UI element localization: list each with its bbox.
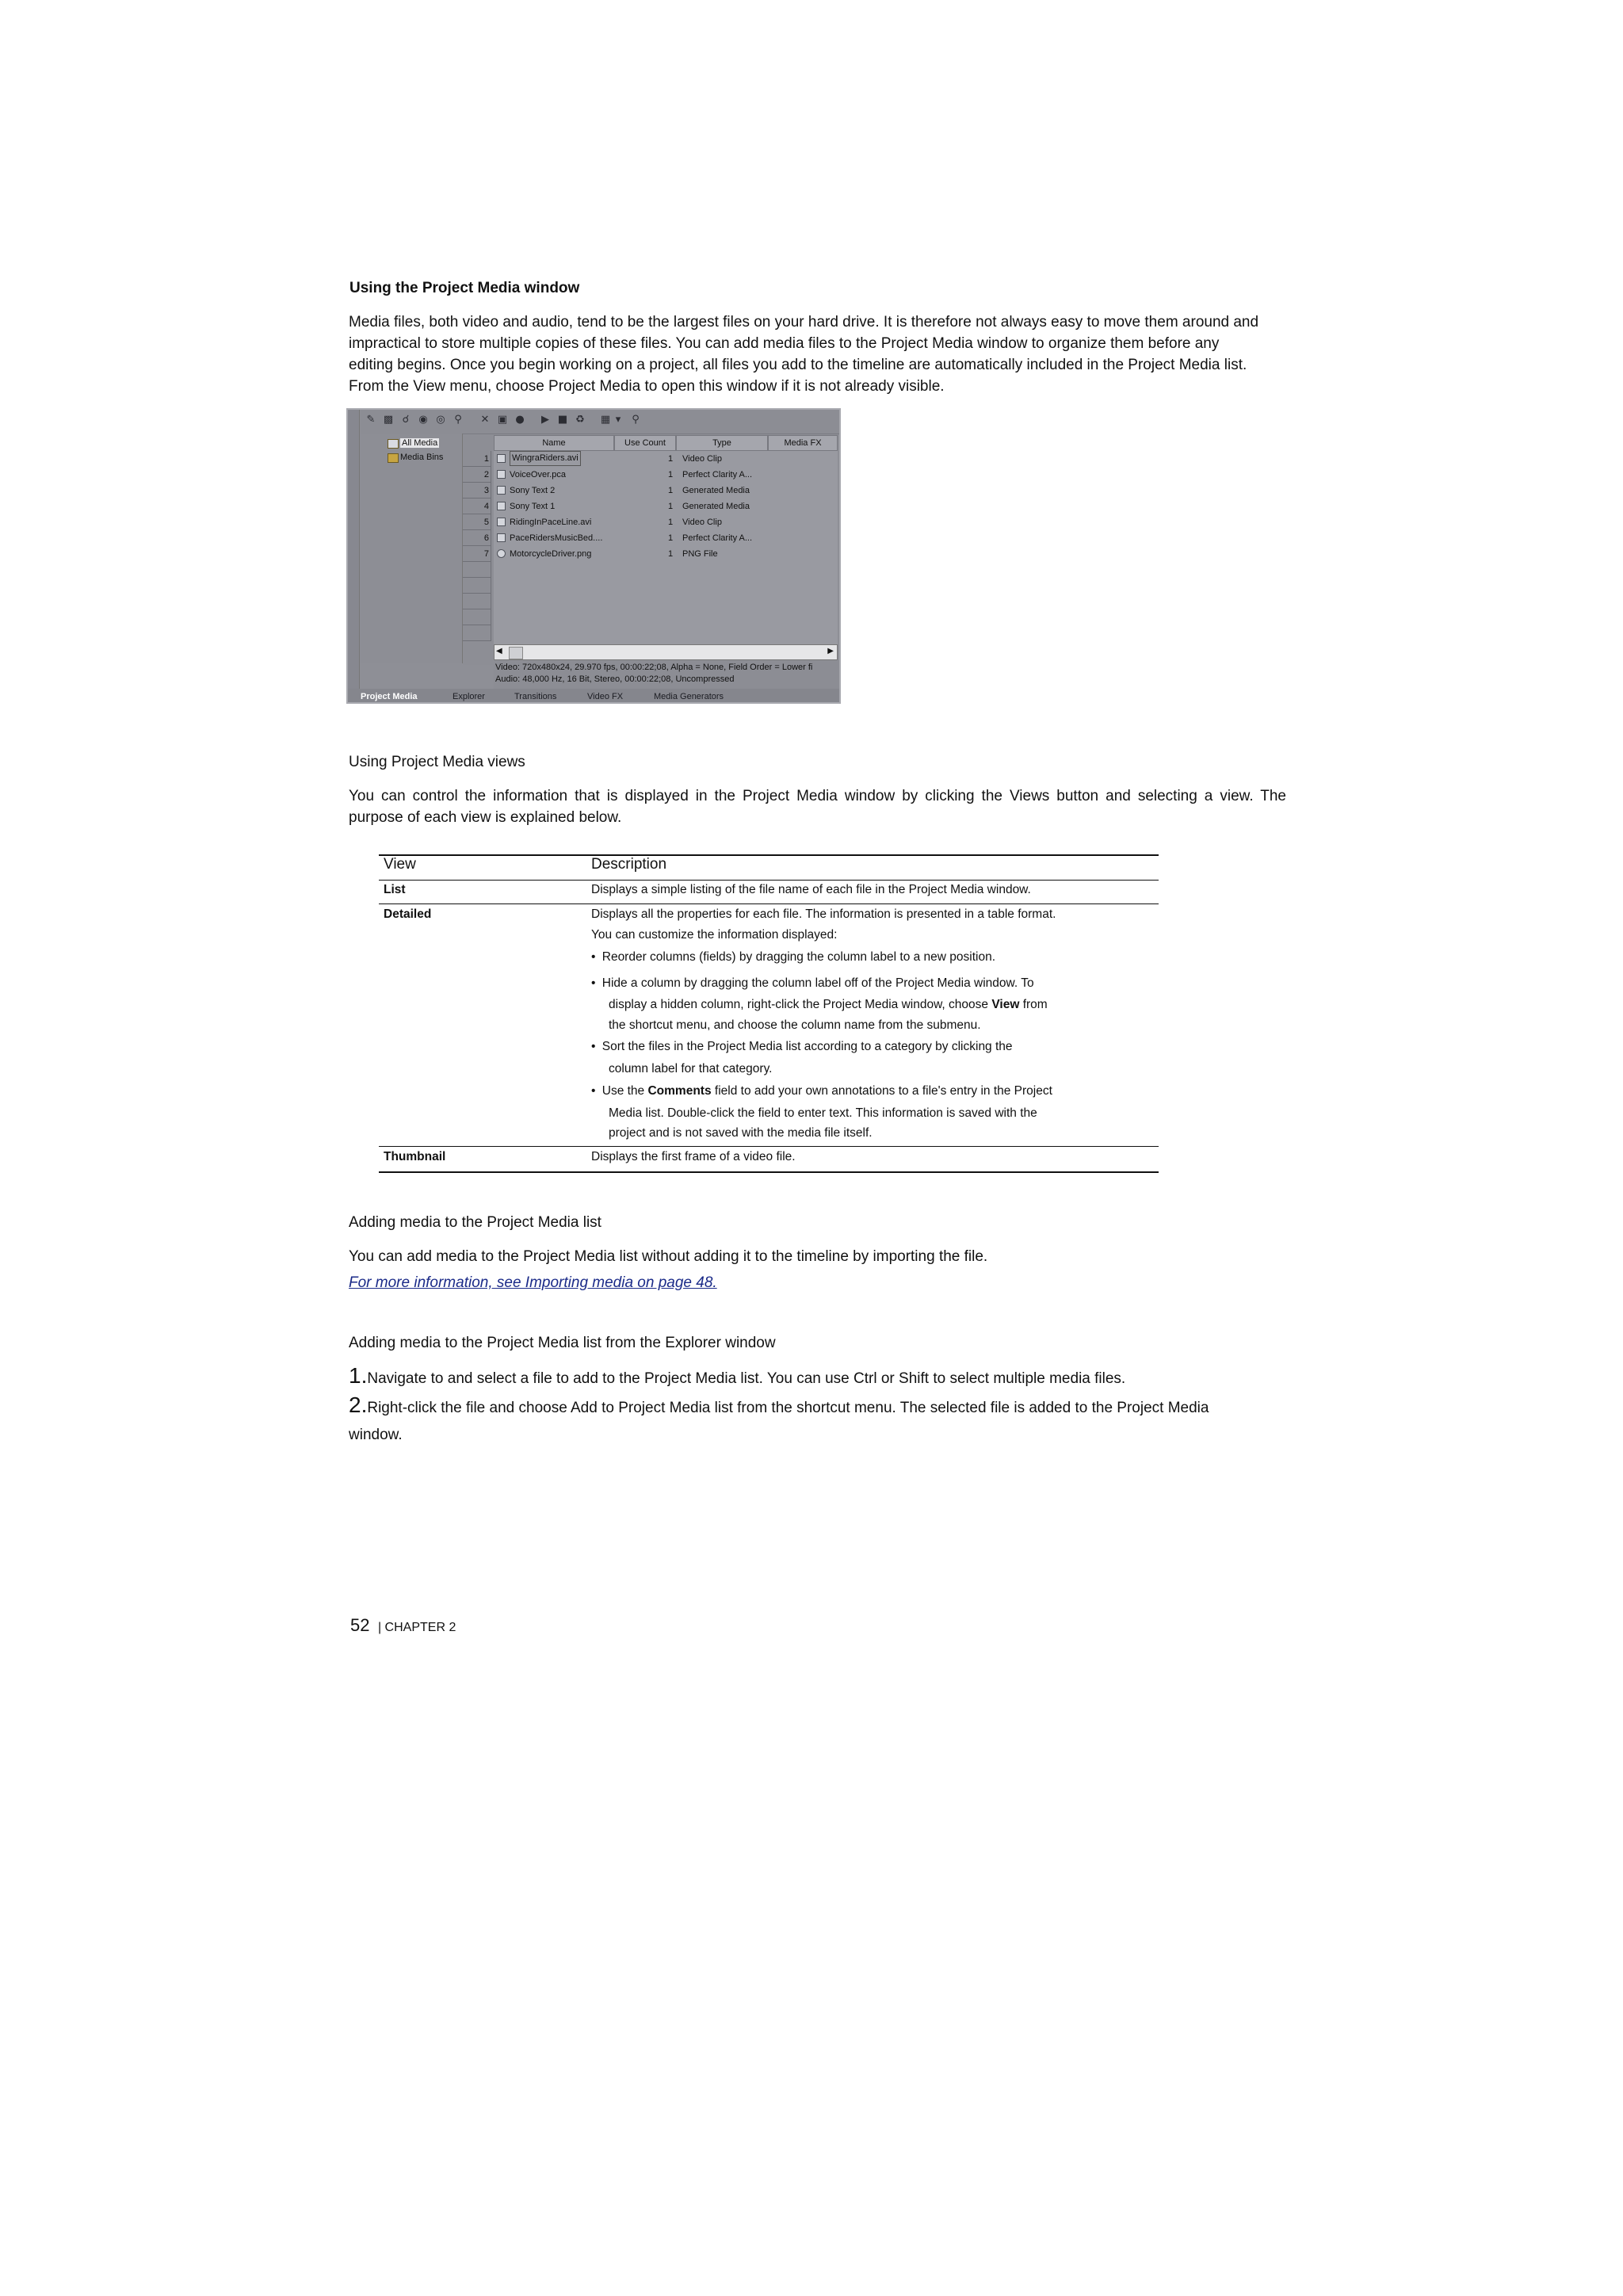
section-title: Using the Project Media window: [349, 280, 580, 296]
bullet-text-part: display a hidden column, right-click the Project Media window, choose: [609, 998, 992, 1011]
bullet-text: Hide a column by dragging the column label off of the Project Media window. To: [601, 976, 1034, 990]
audio-file-icon: [497, 533, 506, 542]
column-header-use-count: Use Count: [614, 435, 676, 451]
bullet-text: Reorder columns (fields) by dragging the column label to a new position.: [601, 950, 996, 964]
table-rule-top: [379, 854, 1159, 856]
bullet-marker: •: [591, 976, 596, 990]
bullet-text-bold: Comments: [647, 1084, 712, 1098]
bullet-sort-line-2: column label for that category.: [609, 1062, 773, 1075]
importing-media-link[interactable]: For more information, see Importing media on page 48.: [349, 1274, 717, 1291]
intro-paragraph: [349, 311, 1300, 397]
media-properties-icon: ▣: [497, 414, 508, 426]
media-name: RidingInPaceLine.avi: [510, 518, 592, 527]
row-number: [463, 625, 491, 641]
tab-video-fx: Video FX: [587, 692, 624, 701]
row-number: [463, 578, 491, 594]
bullet-text-part: field to add your own annotations to a file's entry in the Project: [711, 1084, 1052, 1098]
bullet-hide: [591, 972, 1034, 994]
media-bins-folder-icon: [388, 453, 399, 463]
row-number: 1: [463, 451, 491, 467]
media-list-grid: [494, 435, 838, 665]
media-type: Video Clip: [682, 454, 722, 464]
media-use-count: 1: [668, 518, 674, 527]
stop-icon: ■: [557, 414, 568, 426]
project-media-window-screenshot: [346, 408, 841, 704]
views-dropdown-icon: ▾: [615, 414, 621, 426]
media-use-count: 1: [668, 533, 674, 543]
audio-file-icon: [497, 470, 506, 479]
search-media-icon: ⚲: [454, 414, 462, 426]
chapter-label: | CHAPTER 2: [377, 1621, 456, 1634]
row-number: 2: [463, 467, 491, 483]
media-use-count: 1: [668, 502, 674, 511]
media-type: Video Clip: [682, 518, 722, 527]
table-header-description: Description: [591, 856, 667, 873]
bullet-reorder: [591, 946, 995, 968]
extract-audio-icon: ◉: [418, 414, 428, 426]
status-video: Video: 720x480x24, 29.970 fps, 00:00:22;08, Alpha = None, Field Order = Lower fi: [495, 663, 813, 672]
tab-explorer: Explorer: [453, 692, 485, 701]
page-number: 52: [350, 1615, 370, 1635]
media-name: PaceRidersMusicBed....: [510, 533, 603, 543]
step-2-continued: window.: [349, 1427, 403, 1443]
video-file-icon: [497, 518, 506, 526]
docking-handle: [348, 410, 360, 691]
media-name: VoiceOver.pca: [510, 470, 566, 479]
project-media-toolbar: [361, 410, 839, 434]
get-media-web-icon: ☌: [402, 414, 410, 426]
generated-media-icon: [497, 486, 506, 495]
bullet-comments-line-2: Media list. Double-click the field to enter text. This information is saved with the: [609, 1106, 1037, 1120]
bullet-text-part: Use the: [601, 1084, 648, 1098]
tree-item-media-bins: Media Bins: [400, 453, 444, 462]
views-paragraph: [349, 785, 1286, 828]
bullet-marker: •: [591, 1040, 596, 1053]
media-type: Generated Media: [682, 486, 750, 495]
bullet-hide-line-2: [609, 994, 1048, 1015]
media-type: PNG File: [682, 549, 718, 559]
views-line-1: You can control the information that is displayed in the Project Media window by clicking the Views button and selecting a view. The: [349, 788, 1286, 804]
media-name: Sony Text 1: [510, 502, 556, 511]
step-1: [349, 1365, 1125, 1389]
bullet-text-bold: View: [991, 998, 1020, 1011]
view-detailed-desc-2: You can customize the information displayed:: [591, 928, 838, 942]
bullet-comments-line-3: project and is not saved with the media file itself.: [609, 1126, 873, 1140]
views-icon: ▦: [600, 414, 611, 426]
adding-paragraph: You can add media to the Project Media list without adding it to the timeline by importing the file.: [349, 1248, 988, 1265]
auto-preview-icon: ♻: [575, 414, 585, 426]
row-number: 4: [463, 499, 491, 514]
media-type: Perfect Clarity A...: [682, 470, 753, 479]
tab-media-generators: Media Generators: [654, 692, 724, 701]
step-2: [349, 1394, 1209, 1419]
image-file-icon: [497, 549, 506, 558]
media-name: Sony Text 2: [510, 486, 556, 495]
views-line-2: purpose of each view is explained below.: [349, 809, 622, 826]
media-type: Perfect Clarity A...: [682, 533, 753, 543]
row-numbers: [463, 435, 493, 665]
tree-item-all-media: All Media: [402, 438, 438, 448]
row-number: 7: [463, 546, 491, 562]
row-number: 3: [463, 483, 491, 499]
media-use-count: 1: [668, 470, 674, 479]
step-text: Right-click the file and choose Add to Project Media list from the shortcut menu. The selected file is added to the Project Media: [367, 1400, 1209, 1416]
column-header-media-fx: Media FX: [768, 435, 838, 451]
bullet-marker: •: [591, 1084, 596, 1098]
tab-transitions: Transitions: [514, 692, 557, 701]
bullet-comments: [591, 1080, 1052, 1102]
media-status-info: [494, 660, 841, 689]
delete-icon: ✕: [480, 414, 490, 426]
view-thumbnail-label: Thumbnail: [384, 1150, 446, 1163]
media-bins-tree: [361, 434, 463, 663]
column-header-type: Type: [676, 435, 768, 451]
bullet-text: Sort the files in the Project Media list according to a category by clicking the: [601, 1040, 1013, 1053]
media-name: MotorcycleDriver.png: [510, 549, 592, 559]
row-number: 6: [463, 530, 491, 546]
explorer-heading: Adding media to the Project Media list from the Explorer window: [349, 1335, 776, 1351]
row-number: [463, 594, 491, 609]
media-type: Generated Media: [682, 502, 750, 511]
bullet-hide-line-3: the shortcut menu, and choose the column name from the submenu.: [609, 1018, 981, 1032]
status-audio: Audio: 48,000 Hz, 16 Bit, Stereo, 00:00:22;08, Uncompressed: [495, 674, 735, 684]
capture-video-icon: ▩: [383, 414, 394, 426]
window-tabs: [348, 689, 841, 704]
step-number: 2.: [349, 1392, 368, 1417]
scroll-thumb: [509, 647, 523, 659]
import-media-icon: ✎: [366, 414, 376, 426]
page-footer: [350, 1615, 456, 1636]
bullet-text-part: from: [1019, 998, 1048, 1011]
column-header-name: Name: [494, 435, 614, 451]
media-use-count: 1: [668, 549, 674, 559]
media-use-count: 1: [668, 486, 674, 495]
scroll-right-icon: ▶: [827, 647, 834, 655]
row-number: 5: [463, 514, 491, 530]
video-file-icon: [497, 454, 506, 463]
adding-heading: Adding media to the Project Media list: [349, 1214, 601, 1231]
media-use-count: 1: [668, 454, 674, 464]
intro-line-4: From the View menu, choose Project Media to open this window if it is not already visible.: [349, 378, 945, 395]
tab-project-media: Project Media: [361, 692, 418, 701]
burn-cd-icon: ◎: [436, 414, 445, 426]
step-text: Navigate to and select a file to add to the Project Media list. You can use Ctrl or Shift to select multiple media files.: [367, 1370, 1126, 1387]
all-media-icon: [388, 439, 399, 449]
row-number: [463, 609, 491, 625]
view-detailed-label: Detailed: [384, 907, 432, 921]
view-thumbnail-desc: Displays the first frame of a video file.: [591, 1150, 796, 1163]
table-rule-bottom: [379, 1171, 1159, 1173]
view-detailed-desc-1: Displays all the properties for each file. The information is presented in a table format.: [591, 907, 1056, 921]
media-name: WingraRiders.avi: [510, 451, 581, 466]
intro-line-1: Media files, both video and audio, tend to be the largest files on your hard drive. It is therefore not always easy to move them around and: [349, 314, 1259, 330]
table-header-view: View: [384, 856, 416, 873]
step-number: 1.: [349, 1363, 368, 1388]
intro-line-2: impractical to store multiple copies of these files. You can add media files to the Project Media window to organize them before any: [349, 335, 1220, 352]
media-fx-icon: ●: [515, 414, 525, 426]
intro-line-3: editing begins. Once you begin working on a project, all files you add to the timeline are automatically included in the Project Media list.: [349, 357, 1247, 373]
search-icon: ⚲: [632, 414, 640, 426]
generated-media-icon: [497, 502, 506, 510]
bullet-marker: •: [591, 950, 596, 964]
bullet-sort: [591, 1036, 1013, 1057]
view-list-desc: Displays a simple listing of the file name of each file in the Project Media window.: [591, 883, 1031, 896]
view-list-label: List: [384, 883, 406, 896]
play-icon: ▶: [541, 414, 549, 426]
horizontal-scrollbar: [494, 644, 838, 660]
views-heading: Using Project Media views: [349, 754, 525, 770]
scroll-left-icon: ◀: [496, 647, 502, 655]
row-number: [463, 562, 491, 578]
